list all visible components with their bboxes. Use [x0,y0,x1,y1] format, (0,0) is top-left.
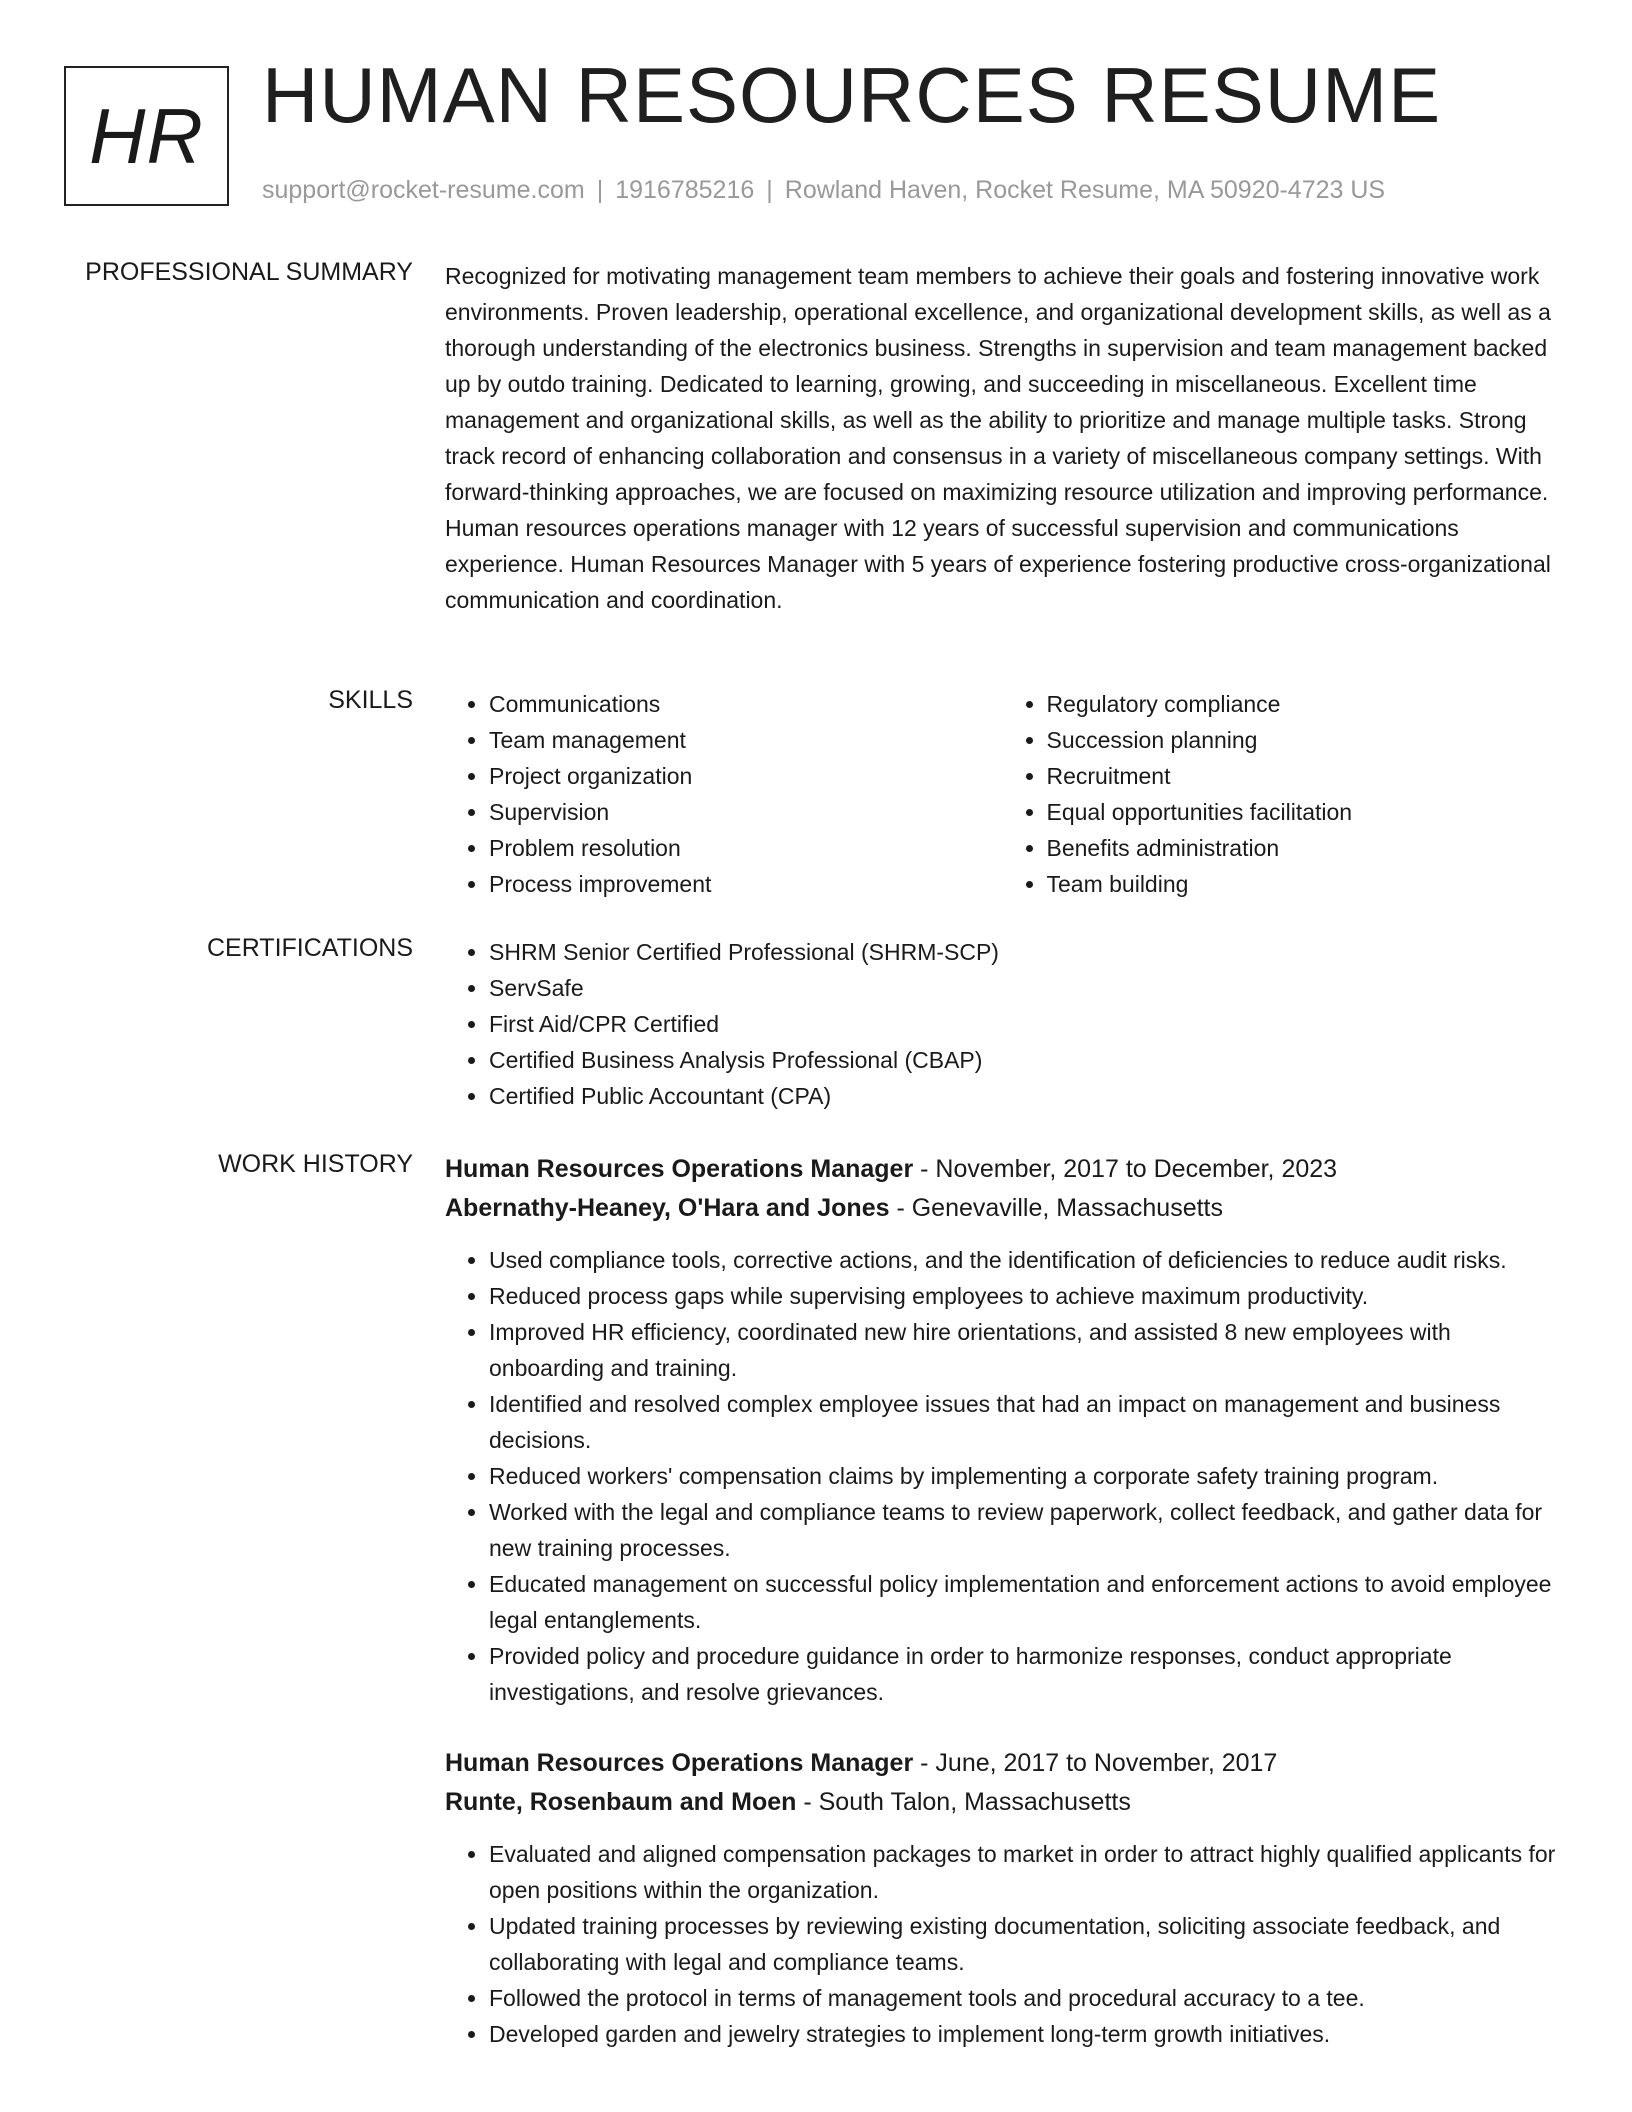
skill-item: • Equal opportunities facilitation [1047,794,1561,830]
contact-separator: | [766,176,773,204]
skill-item: • Communications [489,686,1003,722]
contact-phone: 1916785216 [615,176,755,204]
job-bullet: • Updated training processes by reviewing existing documentation, soliciting associate feedback, and collaborating with legal and compliance teams. [489,1908,1560,1980]
summary-text: Recognized for motivating management team members to achieve their goals and fostering innovative work environments. Proven leadership, operational excellence, and organizational development skills, as well as a thorough understanding of the electronics business. Strengths in supervision and team management backed up by outdo training. Dedicated to learning, growing, and succeeding in miscellaneous. Excellent time management and organizational skills, as well as the ability to prioritize and manage multiple tasks. Strong track record of enhancing collaboration and consensus in a variety of miscellaneous company settings. With forward-thinking approaches, we are focused on maximizing resource utilization and improving performance. Human resources operations manager with 12 years of successful supervision and communications experience. Human Resources Manager with 5 years of experience fostering productive cross-organizational communication and coordination. [445,263,1551,613]
contact-separator: | [596,176,604,204]
job-title: Human Resources Operations Manager [445,1155,914,1183]
work-history-body [445,1150,1560,2052]
job-bullets [445,1242,1560,1710]
job-bullet: • Developed garden and jewelry strategies to implement long-term growth initiatives. [489,2016,1560,2052]
job-bullets [445,1836,1560,2052]
job-bullet: • Evaluated and aligned compensation packages to market in order to attract highly qualified applicants for open positions within the organization. [489,1836,1560,1908]
skill-item: • Regulatory compliance [1047,686,1561,722]
skill-item: • Team building [1047,866,1561,902]
job-bullet: • Educated management on successful policy implementation and enforcement actions to avoid employee legal entanglements. [489,1566,1560,1638]
monogram-box [64,66,229,206]
skills-list-left [445,686,1003,902]
section-label-summary: PROFESSIONAL SUMMARY [85,258,413,286]
certification-item: • ServSafe [489,970,1560,1006]
skill-item: • Project organization [489,758,1003,794]
section-label-skills: SKILLS [328,686,413,714]
job-bullet: • Reduced process gaps while supervising employees to achieve maximum productivity. [489,1278,1560,1314]
contact-address: Rowland Haven, Rocket Resume, MA 50920-4723 US [784,176,1386,204]
job-title-line [445,1744,1560,1782]
job-company-line [445,1188,1560,1228]
certification-item: • Certified Public Accountant (CPA) [489,1078,1560,1114]
job-entry [445,1744,1560,2052]
job-title-line [445,1150,1560,1188]
skill-item: • Succession planning [1047,722,1561,758]
resume-title: HUMAN RESOURCES RESUME [262,51,1442,139]
job-bullet: • Improved HR efficiency, coordinated new hire orientations, and assisted 8 new employees with onboarding and training. [489,1314,1560,1386]
skill-item: • Recruitment [1047,758,1561,794]
job-company-line [445,1782,1560,1822]
job-company: Runte, Rosenbaum and Moen [445,1788,797,1816]
summary-body [445,258,1560,618]
skill-item: • Benefits administration [1047,830,1561,866]
skill-item: • Process improvement [489,866,1003,902]
job-bullet: • Reduced workers' compensation claims by implementing a corporate safety training program. [489,1458,1560,1494]
certifications-list [445,934,1560,1114]
job-company: Abernathy-Heaney, O'Hara and Jones [445,1194,890,1222]
job-location: - South Talon, Massachusetts [796,1788,1131,1816]
skills-body [445,686,1560,902]
skill-item: • Problem resolution [489,830,1003,866]
contact-line [262,176,1385,205]
certification-item: • SHRM Senior Certified Professional (SHRM-SCP) [489,934,1560,970]
certifications-body [445,934,1560,1114]
job-entry [445,1150,1560,1710]
skills-list-right [1003,686,1561,902]
section-label-work-history: WORK HISTORY [218,1150,413,1178]
skill-item: • Supervision [489,794,1003,830]
job-bullet: • Worked with the legal and compliance teams to review paperwork, collect feedback, and gather data for new training processes. [489,1494,1560,1566]
job-bullet: • Used compliance tools, corrective actions, and the identification of deficiencies to reduce audit risks. [489,1242,1560,1278]
job-title: Human Resources Operations Manager [445,1749,914,1777]
skill-item: • Team management [489,722,1003,758]
job-dates: - November, 2017 to December, 2023 [913,1155,1338,1183]
certification-item: • Certified Business Analysis Professional (CBAP) [489,1042,1560,1078]
job-bullet: • Provided policy and procedure guidance in order to harmonize responses, conduct appropriate investigations, and resolve grievances. [489,1638,1560,1710]
monogram-text: HR [89,91,204,180]
contact-email: support@rocket-resume.com [262,176,585,204]
certification-item: • First Aid/CPR Certified [489,1006,1560,1042]
job-bullet: • Followed the protocol in terms of management tools and procedural accuracy to a tee. [489,1980,1560,2016]
job-dates: - June, 2017 to November, 2017 [913,1749,1278,1777]
job-bullet: • Identified and resolved complex employee issues that had an impact on management and business decisions. [489,1386,1560,1458]
section-label-certifications: CERTIFICATIONS [206,934,413,962]
job-location: - Genevaville, Massachusetts [889,1194,1223,1222]
